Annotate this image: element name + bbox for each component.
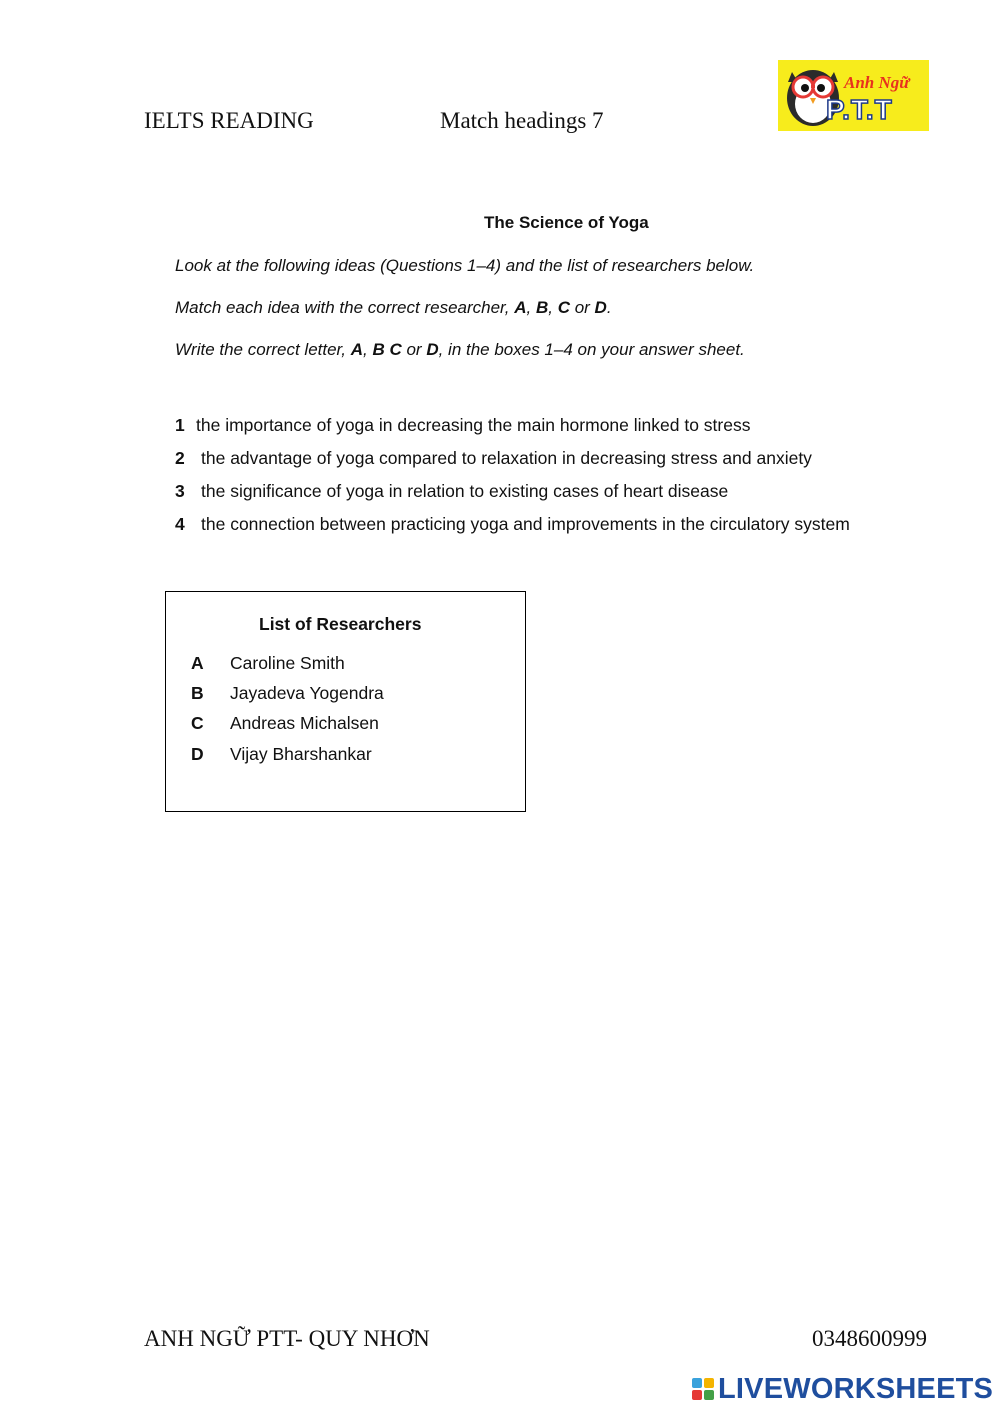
brand-logo [778, 60, 929, 131]
instruction-emphasis: A [350, 340, 364, 359]
question-number: 1 [175, 415, 185, 435]
logo-top-text: Anh Ngữ [844, 73, 910, 92]
instruction-emphasis: B C [372, 340, 402, 359]
logo-square [692, 1378, 702, 1388]
instruction-line [175, 298, 612, 318]
instruction-text: , in the boxes 1–4 on your answer sheet. [438, 340, 745, 359]
question-number: 4 [175, 514, 185, 534]
logo-bottom-text: P.T.T [826, 94, 893, 125]
question-item [175, 448, 812, 469]
researchers-box [165, 591, 526, 812]
researchers-title: List of Researchers [259, 614, 422, 634]
researcher-item [191, 683, 384, 704]
footer-phone: 0348600999 [812, 1326, 927, 1351]
researcher-name: Andreas Michalsen [230, 713, 379, 733]
liveworksheets-watermark [692, 1372, 993, 1406]
question-item [175, 415, 750, 436]
researcher-letter: B [191, 683, 204, 703]
question-text: the connection between practicing yoga and improvements in the circulatory system [201, 514, 850, 534]
researcher-letter: C [191, 713, 204, 733]
question-text: the significance of yoga in relation to existing cases of heart disease [201, 481, 729, 501]
question-number: 3 [175, 481, 185, 501]
document-title: The Science of Yoga [484, 213, 649, 232]
researcher-name: Caroline Smith [230, 653, 345, 673]
instruction-text: Look at the following ideas (Questions 1–4) and the list of researchers below. [175, 256, 755, 275]
instruction-text: Match each idea with the correct researcher, [175, 298, 515, 317]
header-exercise-title: Match headings 7 [440, 108, 604, 133]
instruction-text: . [606, 298, 612, 317]
researcher-name: Vijay Bharshankar [230, 744, 372, 764]
researcher-item [191, 653, 345, 674]
question-text: the importance of yoga in decreasing the main hormone linked to stress [196, 415, 751, 435]
instruction-text: , [363, 340, 373, 359]
logo-square [692, 1390, 702, 1400]
instruction-emphasis: B [535, 298, 549, 317]
question-item [175, 481, 728, 502]
instruction-line [175, 340, 745, 360]
instruction-emphasis: D [594, 298, 607, 317]
logo-square [704, 1390, 714, 1400]
instruction-line [175, 256, 754, 276]
instruction-text: , [548, 298, 558, 317]
instruction-text: Write the correct letter, [175, 340, 351, 359]
researcher-item [191, 744, 372, 765]
logo-square [704, 1378, 714, 1388]
instruction-emphasis: D [426, 340, 439, 359]
watermark-text: LIVEWORKSHEETS [718, 1372, 994, 1405]
researcher-item [191, 713, 379, 734]
researcher-name: Jayadeva Yogendra [230, 683, 384, 703]
liveworksheets-logo-icon [692, 1378, 714, 1400]
question-number: 2 [175, 448, 185, 468]
question-item [175, 514, 850, 535]
instruction-emphasis: A [514, 298, 527, 317]
instruction-text: or [401, 340, 427, 359]
instruction-emphasis: C [557, 298, 570, 317]
question-text: the advantage of yoga compared to relaxation in decreasing stress and anxiety [201, 448, 812, 468]
header-subject: IELTS READING [144, 108, 314, 133]
footer-school-name: ANH NGỮ PTT- QUY NHƠN [144, 1326, 430, 1351]
instruction-text: or [569, 298, 595, 317]
instruction-text: , [526, 298, 536, 317]
researcher-letter: D [191, 744, 204, 764]
researcher-letter: A [191, 653, 204, 673]
